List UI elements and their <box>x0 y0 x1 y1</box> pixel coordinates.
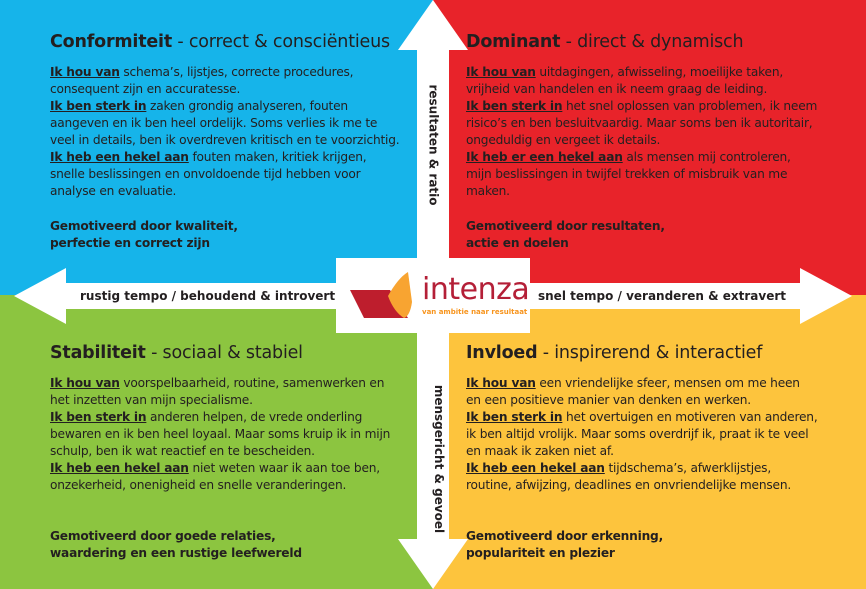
title: Dominant <box>466 32 561 52</box>
text: niet weten waar ik aan toe ben, onzekerheid, onenigheid en snelle veranderingen. <box>50 461 380 492</box>
motivation: Gemotiveerd door erkenning, <box>466 529 664 543</box>
key-phrase: Ik heb er een hekel aan <box>466 150 623 164</box>
key-phrase: Ik heb een hekel aan <box>466 461 605 475</box>
key-phrase: Ik ben sterk in <box>466 410 563 424</box>
subtitle: - direct & dynamisch <box>560 32 744 52</box>
motivation: waardering en een rustige leefwereld <box>50 546 302 560</box>
motivation: perfectie en correct zijn <box>50 236 210 250</box>
axis-label-bottom: mensgericht & gevoel <box>432 384 447 534</box>
motivation: Gemotiveerd door goede relaties, <box>50 529 276 543</box>
block-dominant <box>466 31 818 252</box>
axis-label-top: resultaten & ratio <box>426 84 441 206</box>
key-phrase: Ik heb een hekel aan <box>50 150 189 164</box>
logo-mark-icon <box>350 272 418 320</box>
text: anderen helpen, de vrede onderling bewaren en ik ben heel loyaal. Maar soms kruip ik in mijn schulp, ben ik wat reactief en te bescheiden. <box>50 410 391 458</box>
key-phrase: Ik ben sterk in <box>50 99 147 113</box>
title: Stabiliteit <box>50 343 146 363</box>
text: schema’s, lijstjes, correcte procedures, consequent zijn en accuratesse. <box>50 65 354 96</box>
intenza-logo <box>336 258 530 333</box>
text: zaken grondig analyseren, fouten aangeven en ik ben heel ordelijk. Soms verlies ik me te veel in details, ben ik overdreven kritisch en te voorzichtig. <box>50 99 400 147</box>
block-conformiteit <box>50 31 402 252</box>
text: fouten maken, kritiek krijgen, snelle beslissingen en onvoldoende tijd hebben voor analyse en evaluatie. <box>50 150 367 198</box>
key-phrase: Ik hou van <box>466 65 536 79</box>
key-phrase: Ik ben sterk in <box>50 410 147 424</box>
text: tijdschema’s, afwerklijstjes, routine, afwijzing, deadlines en onvriendelijke mensen. <box>466 461 792 492</box>
subtitle: - correct & consciëntieus <box>172 32 390 52</box>
block-stabiliteit <box>50 342 402 562</box>
key-phrase: Ik hou van <box>466 376 536 390</box>
block-invloed <box>466 342 818 562</box>
key-phrase: Ik ben sterk in <box>466 99 563 113</box>
text: als mensen mij controleren, mijn beslissingen in twijfel trekken of misbruik van me maken. <box>466 150 791 198</box>
key-phrase: Ik heb een hekel aan <box>50 461 189 475</box>
text: het snel oplossen van problemen, ik neem risico’s en ben besluitvaardig. Maar soms ben ik autoritair, ongeduldig en vergeet ik details. <box>466 99 818 147</box>
title: Conformiteit <box>50 32 173 52</box>
motivation: populariteit en plezier <box>466 546 615 560</box>
motivation: actie en doelen <box>466 236 569 250</box>
subtitle: - inspirerend & interactief <box>537 343 763 363</box>
title: Invloed <box>466 343 538 363</box>
logo-tagline: van ambitie naar resultaat <box>422 308 528 316</box>
text: voorspelbaarheid, routine, samenwerken en het inzetten van mijn specialisme. <box>50 376 385 407</box>
subtitle: - sociaal & stabiel <box>145 343 303 363</box>
text: het overtuigen en motiveren van anderen, ik ben altijd vrolijk. Maar soms overdrijf ik, praat ik te veel en maak ik zaken niet af. <box>466 410 818 458</box>
logo-name: intenza <box>422 272 530 307</box>
text: uitdagingen, afwisseling, moeilijke taken, vrijheid van handelen en ik neem graag de leiding. <box>466 65 784 96</box>
motivation: Gemotiveerd door kwaliteit, <box>50 219 238 233</box>
key-phrase: Ik hou van <box>50 376 120 390</box>
axis-label-left: rustig tempo / behoudend & introvert <box>80 289 336 303</box>
axis-label-right: snel tempo / veranderen & extravert <box>538 289 786 303</box>
text: een vriendelijke sfeer, mensen om me heen en een positieve manier van denken en werken. <box>466 376 800 407</box>
motivation: Gemotiveerd door resultaten, <box>466 219 665 233</box>
key-phrase: Ik hou van <box>50 65 120 79</box>
